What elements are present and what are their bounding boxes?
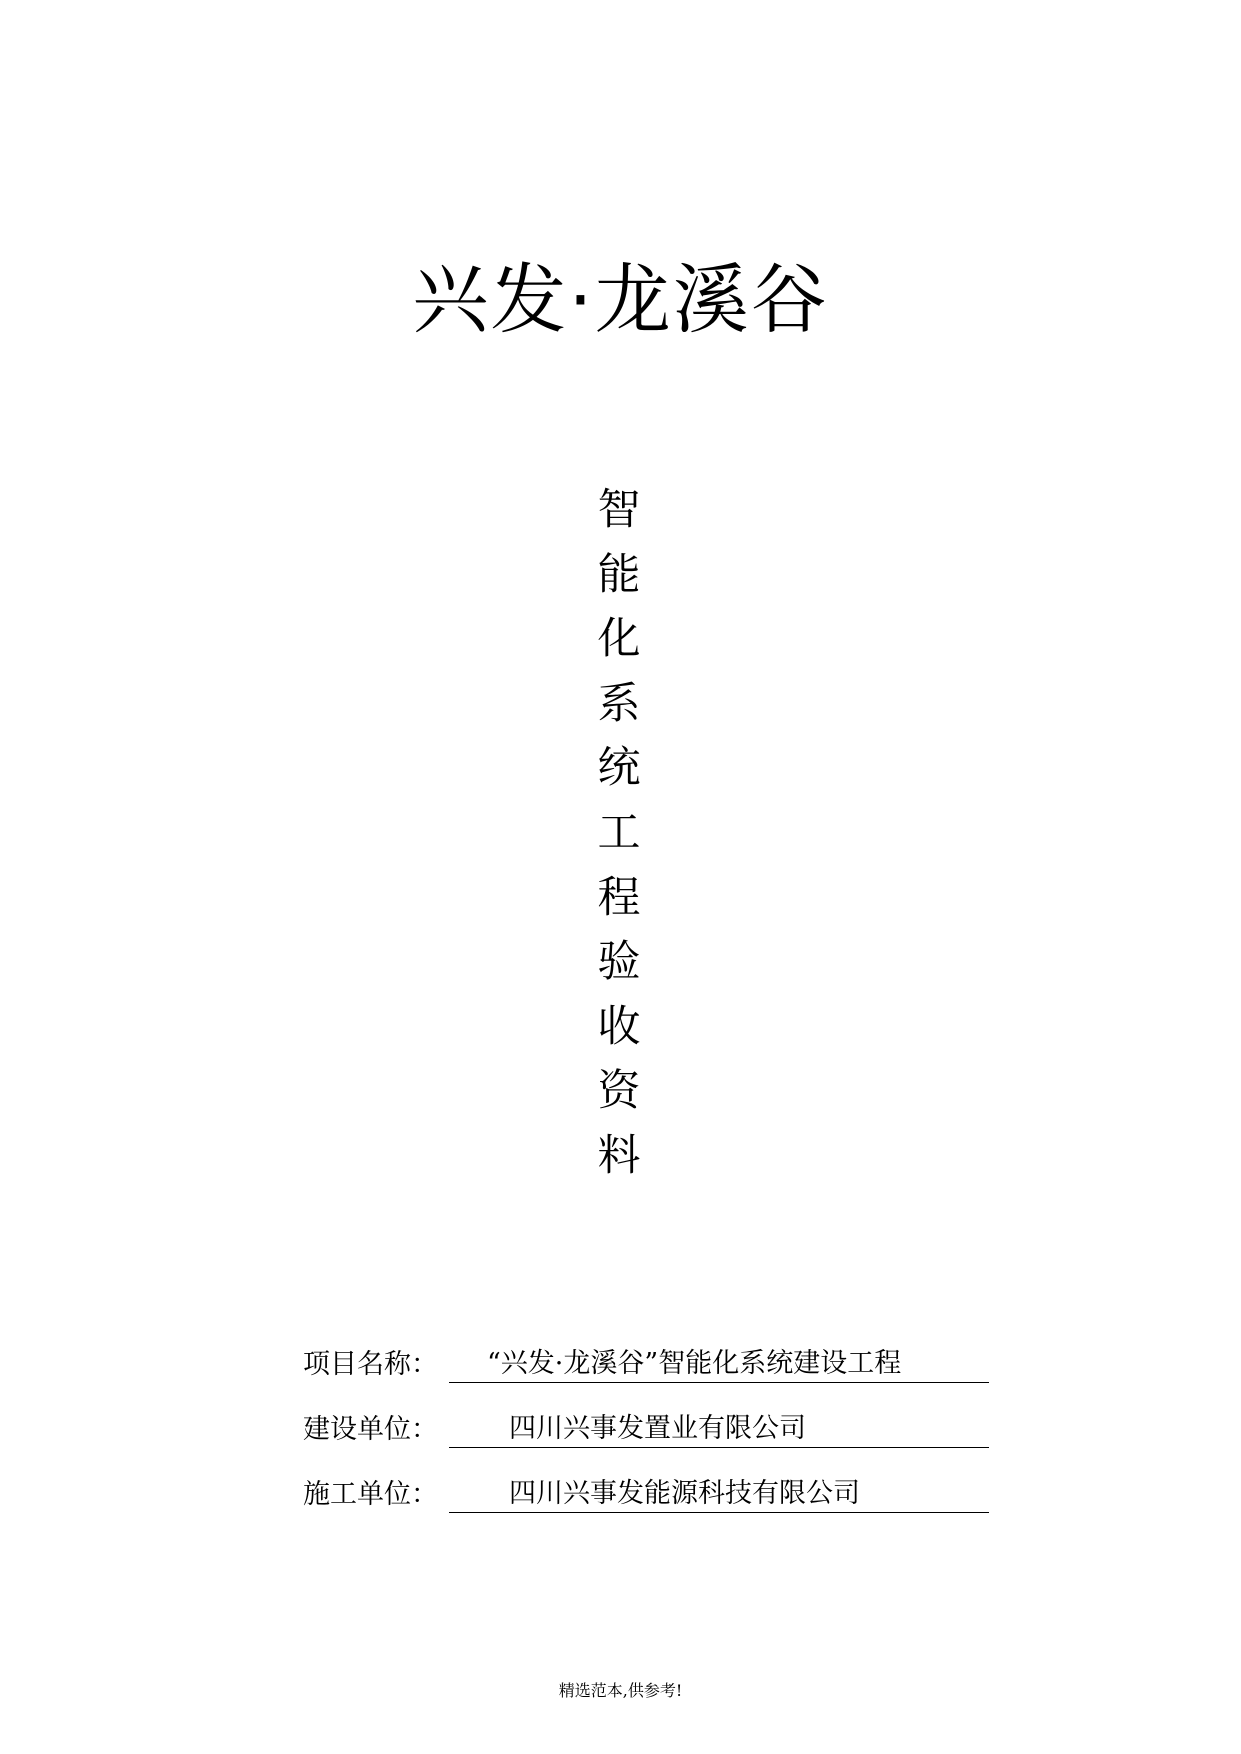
document-main-title: 兴发·龙溪谷: [412, 255, 829, 344]
subtitle-char: 程: [597, 872, 641, 923]
subtitle-char: 智: [597, 485, 641, 535]
subtitle-char: 收: [597, 1001, 641, 1052]
project-name-row: [303, 1318, 993, 1383]
subtitle-char: 验: [597, 937, 641, 988]
developer-field: [449, 1411, 989, 1448]
subtitle-char: 工: [597, 807, 641, 858]
subtitle-char: 资: [597, 1066, 641, 1117]
footer-note: 精选范本,供参考!: [558, 1681, 683, 1700]
subtitle-char: 料: [597, 1130, 641, 1181]
subtitle-char: 化: [597, 614, 641, 665]
project-info-block: [303, 1318, 993, 1513]
contractor-label: 施工单位：: [303, 1479, 438, 1510]
project-name-field: [449, 1346, 989, 1383]
contractor-row: [303, 1448, 993, 1513]
project-name-label: 项目名称：: [303, 1349, 438, 1380]
document-subtitle-vertical: [592, 478, 646, 1189]
developer-label: 建设单位：: [303, 1414, 438, 1445]
contractor-value: 四川兴事发能源科技有限公司: [509, 1478, 860, 1509]
subtitle-char: 系: [597, 678, 641, 729]
developer-row: [303, 1383, 993, 1448]
contractor-field: [449, 1476, 989, 1513]
subtitle-char: 统: [597, 743, 641, 794]
subtitle-char: 能: [597, 549, 641, 600]
project-name-value: “兴发·龙溪谷”智能化系统建设工程: [487, 1348, 902, 1379]
developer-value: 四川兴事发置业有限公司: [509, 1413, 806, 1444]
